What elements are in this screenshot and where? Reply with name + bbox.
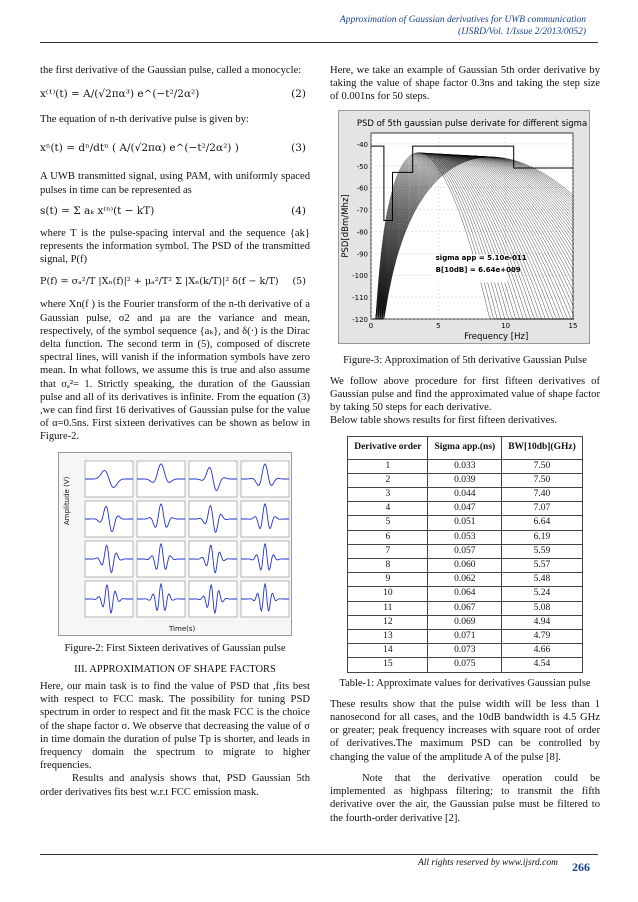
right-para-2: We follow above procedure for first fifteen derivatives of Gaussian pulse and find the approximated value of shape factor by taking 50 steps for each derivative. [330,375,600,414]
table-cell: 7 [348,544,428,558]
table-cell: 0.062 [428,573,502,587]
equation-2 [40,81,310,109]
header-rule [40,42,598,43]
equation-4-number: (4) [291,204,306,217]
table-cell: 0.073 [428,644,502,658]
table-row [348,488,583,502]
table-caption: Table-1: Approximate values for derivatives Gaussian pulse [339,677,591,689]
left-column [40,64,310,799]
table-cell: 6.64 [502,516,583,530]
y-axis-label: PSD[dBm/Mhz] [341,193,351,258]
table-cell: 6.19 [502,530,583,544]
table-cell: 5.57 [502,559,583,573]
table-header-1: Sigma app.(ns) [428,436,502,459]
table-cell: 15 [348,658,428,672]
y-tick-label: -40 [356,140,368,149]
table-row [348,473,583,487]
x-tick-label: 5 [436,321,441,330]
table-row [348,559,583,573]
table-cell: 5.24 [502,587,583,601]
table-cell: 11 [348,601,428,615]
figure-2-ylabel: Amplitude (V) [63,476,71,525]
table-body [348,459,583,672]
figure-2-xlabel: Time(s) [169,624,196,633]
table-row [348,615,583,629]
table-header-0: Derivative order [348,436,428,459]
chart-annotation: sigma app = 5.10e-011 [435,253,527,262]
table-cell: 0.075 [428,658,502,672]
table-cell: 4.66 [502,644,583,658]
table-cell: 0.051 [428,516,502,530]
figure-2 [58,452,292,636]
table-header-row [348,436,583,459]
y-tick-label: -120 [352,315,368,324]
footer-rule [40,854,598,855]
table-cell: 0.053 [428,530,502,544]
header-title: Approximation of Gaussian derivatives for UWB communication [339,15,586,25]
header-issue: (IJSRD/Vol. 1/Issue 2/2013/0052) [458,27,586,37]
section-heading: III. APPROXIMATION OF SHAPE FACTORS [74,663,276,675]
figure-3-caption: Figure-3: Approximation of 5th derivative Gaussian Pulse [343,354,587,366]
table-row [348,516,583,530]
table-cell: 6 [348,530,428,544]
y-tick-label: -100 [352,271,368,280]
equation-3-number: (3) [291,142,306,155]
table-cell: 0.057 [428,544,502,558]
x-tick-label: 15 [568,321,578,330]
table-cell: 7.50 [502,459,583,473]
left-para-4: where T is the pulse-spacing interval and the sequence {ak} represents the information symbol. The PSD of the transmitted signal, P(f) [40,227,310,266]
chart-annotation: B[10dB] = 6.64e+009 [435,265,521,274]
chart-title: PSD of 5th gaussian pulse derivate for different sigma [356,118,588,129]
right-para-1: Here, we take an example of Gaussian 5th order derivative by taking the value of shape factor 0.3ns and taking the step size of 0.001ns for 50 steps. [330,65,600,103]
equation-4-body: s(t) = Σ aₖ x⁽ⁿ⁾(t − kT) [40,204,155,217]
table-cell: 2 [348,473,428,487]
table-cell: 0.069 [428,615,502,629]
equation-2-body: x⁽¹⁾(t) = A/(√2πα³) e^(−t²/2α²) [40,88,200,101]
table-cell: 7.07 [502,502,583,516]
running-header [340,14,586,38]
left-para-6: Here, our main task is to find the value of PSD that ,fits best with respect to FCC mask. The possibility for tuning PSD spectrum in order to respect and fit the mask FCC is the choice of the shape factor σ. We observe that decreasing the value of σ in time domain the duration of pulse Tp is shorter, and leads in frequency domain the spectrum to migrate to higher frequencies. [40,681,310,772]
equation-5-number: (5) [292,276,306,288]
table-cell: 4.79 [502,630,583,644]
table-cell: 4.94 [502,615,583,629]
table-row [348,544,583,558]
y-tick-label: -80 [356,228,368,237]
equation-3 [40,130,310,166]
table-cell: 7.40 [502,488,583,502]
table-row [348,644,583,658]
table-cell: 13 [348,630,428,644]
table-row [348,459,583,473]
figure-2-plot-grid [59,453,291,635]
table-row [348,601,583,615]
equation-5-body: P(f) = σₐ²/T |Xₙ(f)|² + μₐ²/T² Σ |Xₙ(k/T)|² δ(f − k/T) [40,276,279,288]
page-number: 266 [572,860,590,874]
figure-2-caption: Figure-2: First Sixteen derivatives of Gaussian pulse [64,642,286,654]
footer-rights: All rights reserved by www.ijsrd.com [417,858,558,868]
y-tick-label: -90 [356,249,368,258]
left-para-5: where Xn(f ) is the Fourier transform of the n-th derivative of a Gaussian pulse, σ2 and μa are the variance and mean, respectively, of the symbol sequence {aₖ}, and δ(·) is the Dirac delta function. The second term in (5), composed of discrete spectral lines, will vanish if the information symbols have zero mean. In what follows, we assume this is true and also assume that σₐ²= 1. Strictly speaking, the duration of the Gaussian pulse and all of its derivatives is infinite. From the equation (3) ,we can find first 16 derivatives of Gaussian pulse for the value of α=0.5ns. First sixteen derivatives can be shown as below in Figure-2. [40,299,310,443]
table-row [348,530,583,544]
table-cell: 5.48 [502,573,583,587]
table-cell: 0.033 [428,459,502,473]
table-cell: 12 [348,615,428,629]
table-row [348,587,583,601]
right-para-4: These results show that the pulse width will be less than 1 nanosecond for all cases, and the 10dB bandwidth is 4.5 GHz or greater; peak frequency increases with square root of order of derivatives.The maximum PSD can be controlled by changing the value of the amplitude A of the pulse [8]. [330,698,600,763]
table-cell: 0.047 [428,502,502,516]
table-row [348,658,583,672]
figure-3-psd-chart [339,111,589,343]
figure-3 [338,110,590,344]
table-cell: 0.071 [428,630,502,644]
table-cell: 5.59 [502,544,583,558]
left-para-3: A UWB transmitted signal, using PAM, with uniformly spaced pulses in time can be represented as [40,171,310,196]
equation-4 [40,201,310,223]
y-tick-label: -60 [356,184,368,193]
table-cell: 10 [348,587,428,601]
table-cell: 0.064 [428,587,502,601]
table-cell: 4 [348,502,428,516]
equation-3-body: xⁿ(t) = dⁿ/dtⁿ ( A/(√2πα) e^(−t²/2α²) ) [40,142,239,155]
y-tick-label: -70 [356,206,368,215]
table-row [348,573,583,587]
x-axis-label: Frequency [Hz] [464,331,529,342]
right-para-3: Below table shows results for first fifteen derivatives. [330,415,558,427]
table-cell: 0.060 [428,559,502,573]
results-table [347,436,583,673]
table-cell: 8 [348,559,428,573]
left-para-7: Results and analysis shows that, PSD Gaussian 5th order derivatives fits best w.r.t FCC emission mask. [40,773,310,798]
table-cell: 9 [348,573,428,587]
table-cell: 5 [348,516,428,530]
x-tick-label: 0 [368,321,374,330]
y-tick-label: -110 [352,293,368,302]
equation-2-number: (2) [291,88,306,101]
table-cell: 7.50 [502,473,583,487]
table-row [348,502,583,516]
table-cell: 1 [348,459,428,473]
table-cell: 0.044 [428,488,502,502]
table-cell: 5.08 [502,601,583,615]
x-tick-label: 10 [501,321,511,330]
table-header-2: BW[10db](GHz) [502,436,583,459]
table-row [348,630,583,644]
table-cell: 0.039 [428,473,502,487]
table-cell: 14 [348,644,428,658]
right-para-5: Note that the derivative operation could be implemented as highpass filtering; to transmit the fifth derivative over the air, the Gaussian pulse must be filtered to the fourth-order derivative [2]. [330,772,600,824]
left-para-1: the first derivative of the Gaussian pulse, called a monocycle: [40,65,302,76]
left-para-2: The equation of n-th derivative pulse is given by: [40,114,249,126]
table-cell: 3 [348,488,428,502]
table-cell: 4.54 [502,658,583,672]
y-tick-label: -50 [356,162,368,171]
equation-5 [40,270,310,294]
right-column [330,64,600,825]
table-cell: 0.067 [428,601,502,615]
